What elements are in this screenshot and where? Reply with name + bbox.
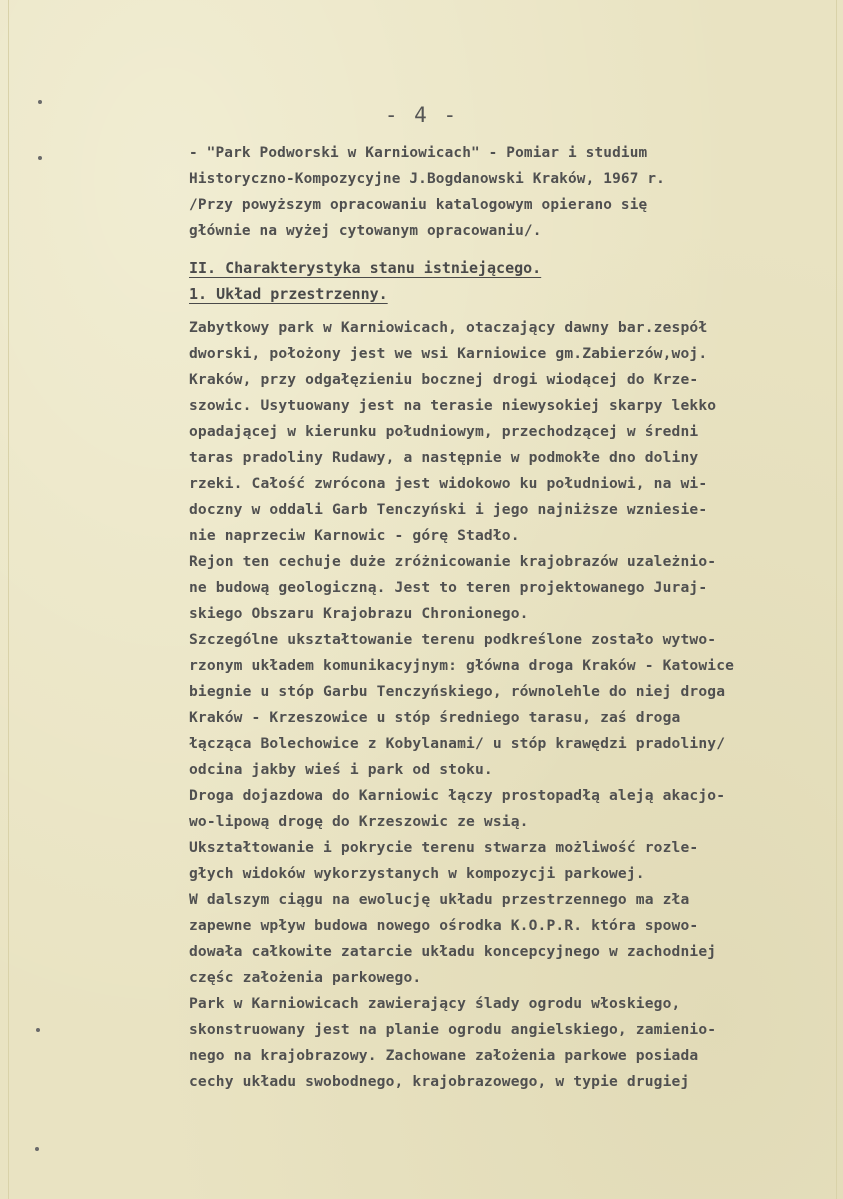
body-line: Ukształtowanie i pokrycie terenu stwarza możliwość rozle-: [189, 839, 699, 856]
body-line: rzonym układem komunikacyjnym: główna droga Kraków - Katowice: [189, 657, 735, 674]
reference-line: Historyczno-Kompozycyjne J.Bogdanowski Kraków, 1967 r.: [189, 171, 665, 187]
body-line: dowała całkowite zatarcie układu koncepcyjnego w zachodniej: [189, 943, 717, 960]
body-line: cechy układu swobodnego, krajobrazowego, w typie drugiej: [189, 1073, 690, 1090]
subsection-heading: 1. Układ przestrzenny.: [189, 285, 388, 303]
reference-line: głównie na wyżej cytowanym opracowaniu/.: [189, 223, 542, 239]
reference-line: /Przy powyższym opracowaniu katalogowym opierano się: [189, 197, 648, 213]
margin-mark: [35, 1147, 39, 1151]
body-line: taras pradoliny Rudawy, a następnie w podmokłe dno doliny: [189, 449, 699, 466]
body-line: nie naprzeciw Karnowic - górę Stadło.: [189, 527, 520, 544]
body-line: biegnie u stóp Garbu Tenczyńskiego, równolehle do niej droga: [189, 683, 726, 700]
body-line: opadającej w kierunku południowym, przechodzącej w średni: [189, 423, 699, 440]
body-line: odcina jakby wieś i park od stoku.: [189, 761, 493, 778]
body-line: Park w Karniowicach zawierający ślady ogrodu włoskiego,: [189, 995, 681, 1012]
body-line: ne budową geologiczną. Jest to teren projektowanego Juraj-: [189, 579, 708, 596]
body-line: dworski, położony jest we wsi Karniowice gm.Zabierzów,woj.: [189, 345, 708, 362]
margin-mark: [38, 156, 42, 160]
body-line: zapewne wpływ budowa nowego ośrodka K.O.P.R. która spowo-: [189, 917, 699, 934]
body-line: Szczególne ukształtowanie terenu podkreślone zostało wytwo-: [189, 631, 717, 648]
body-line: skonstruowany jest na planie ogrodu angielskiego, zamienio-: [189, 1021, 717, 1038]
reference-line: - "Park Podworski w Karniowicach" - Pomiar i studium: [189, 145, 648, 161]
body-line: Kraków - Krzeszowice u stóp średniego tarasu, zaś droga: [189, 709, 681, 726]
body-line: wo-lipową drogę do Krzeszowic ze wsią.: [189, 813, 529, 830]
body-line: Droga dojazdowa do Karniowic łączy prostopadłą aleją akacjo-: [189, 787, 726, 804]
body-line: Rejon ten cechuje duże zróżnicowanie krajobrazów uzależnio-: [189, 553, 717, 570]
body-line: rzeki. Całość zwrócona jest widokowo ku południowi, na wi-: [189, 475, 708, 492]
body-line: skiego Obszaru Krajobrazu Chronionego.: [189, 605, 529, 622]
body-line: Zabytkowy park w Karniowicach, otaczający dawny bar.zespół: [189, 319, 708, 336]
body-line: nego na krajobrazowy. Zachowane założenia parkowe posiada: [189, 1047, 699, 1064]
section-heading: II. Charakterystyka stanu istniejącego.: [189, 259, 542, 277]
body-line: W dalszym ciągu na ewolucję układu przestrzennego ma zła: [189, 891, 690, 908]
body-line: częśc założenia parkowego.: [189, 969, 422, 986]
body-line: szowic. Usytuowany jest na terasie niewysokiej skarpy lekko: [189, 397, 717, 414]
body-line: doczny w oddali Garb Tenczyński i jego najniższe wzniesie-: [189, 501, 708, 518]
page-number: - 4 -: [384, 103, 459, 127]
body-line: łącząca Bolechowice z Kobylanami/ u stóp krawędzi pradoliny/: [189, 735, 726, 752]
body-line: Kraków, przy odgałęzieniu bocznej drogi wiodącej do Krze-: [189, 371, 699, 388]
margin-mark: [36, 1028, 40, 1032]
body-line: głych widoków wykorzystanych w kompozycji parkowej.: [189, 865, 645, 882]
